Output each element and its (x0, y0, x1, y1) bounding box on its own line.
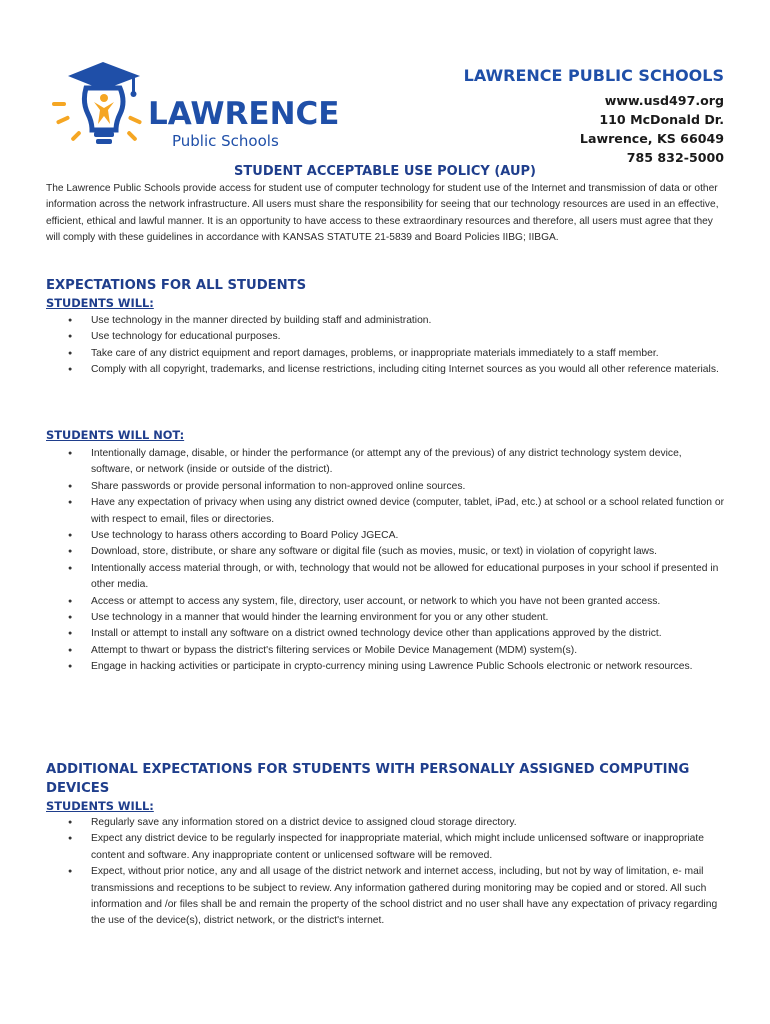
students-will-list (46, 313, 726, 379)
list-item: ● Expect any district device to be regularly inspected for inappropriate material, which might include unlicensed software or inappropriate content and software. Any inappropriate content or unlicensed software will be removed. (46, 831, 726, 864)
students-will-list-2 (46, 815, 726, 930)
section-heading-assigned-devices: ADDITIONAL EXPECTATIONS FOR STUDENTS WITH PERSONALLY ASSIGNED COMPUTING DEVICES (46, 762, 690, 796)
list-item: ● Download, store, distribute, or share any software or digital file (such as movies, music, or text) in violation of copyright laws. (46, 544, 726, 560)
list-item: ● Attempt to thwart or bypass the district's filtering services or Mobile Device Management (MDM) system(s). (46, 643, 726, 659)
list-item: ● Use technology to harass others according to Board Policy JGECA. (46, 528, 726, 544)
students-will-not-heading: STUDENTS WILL NOT: (46, 428, 185, 442)
list-item: ● Access or attempt to access any system, file, directory, user account, or network to which you have not been granted access. (46, 594, 726, 610)
contact-block (464, 66, 724, 167)
students-will-not-list (46, 446, 726, 676)
website-text: www.usd497.org (604, 93, 724, 108)
school-name: LAWRENCE PUBLIC SCHOOLS (463, 66, 724, 85)
list-item: ● Intentionally damage, disable, or hinder the performance (or attempt any of the previous) of any district technology system device, software, or network (inside or outside of the district). (46, 446, 726, 479)
list-item: ● Use technology in a manner that would hinder the learning environment for you or any other student. (46, 610, 726, 626)
city-state-zip: Lawrence, KS 66049 (579, 131, 724, 146)
list-item: ● Engage in hacking activities or participate in crypto-currency mining using Lawrence Public Schools electronic or network resources. (46, 659, 726, 675)
logo-wordmark: LAWRENCE (148, 96, 340, 132)
list-item: ● Use technology in the manner directed by building staff and administration. (46, 313, 726, 329)
list-item: ● Install or attempt to install any software on a district owned technology device other than applications approved by the district. (46, 626, 726, 642)
logo-subtitle: Public Schools (172, 132, 279, 150)
school-logo (48, 58, 340, 150)
lightbulb-graduation-cap-icon (48, 58, 148, 150)
students-will-heading-2: STUDENTS WILL: (46, 799, 154, 813)
section-heading-all-students: EXPECTATIONS FOR ALL STUDENTS (46, 278, 307, 293)
list-item: ● Regularly save any information stored on a district device to assigned cloud storage directory. (46, 815, 726, 831)
list-item: ● Expect, without prior notice, any and all usage of the district network and internet access, including, but not by way of limitation, e- mail transmissions and receptions to be subject to review. Any information gathered during monitoring may be copied and or stored. All such information and /or files shall be and remain the property of the school district and no user shall have any expectation of privacy regarding the use of the device(s), district network, or the district's internet. (46, 864, 726, 930)
list-item: ● Share passwords or provide personal information to non-approved online sources. (46, 479, 726, 495)
students-will-heading: STUDENTS WILL: (46, 296, 154, 310)
list-item: ● Intentionally access material through, or with, technology that would not be allowed for educational purposes in your school if presented in other media. (46, 561, 726, 594)
street-address: 110 McDonald Dr. (599, 112, 724, 127)
list-item: ● Comply with all copyright, trademarks, and license restrictions, including citing Internet sources as you would all other reference materials. (46, 362, 726, 378)
list-item: ● Take care of any district equipment and report damages, problems, or inappropriate materials immediately to a staff member. (46, 346, 726, 362)
policy-title: STUDENT ACCEPTABLE USE POLICY (AUP) (234, 164, 536, 179)
list-item: ● Have any expectation of privacy when using any district owned device (computer, tablet, iPad, etc.) at school or a school related function or with respect to email, files or directories. (46, 495, 726, 528)
intro-paragraph: The Lawrence Public Schools provide access for student use of computer technology for student use of the Internet and transmission of data or other information across the network infrastructure. All users must share the responsibility for seeing that our technology resources are used in an effective, efficient, ethical and lawful manner. It is an opportunity to have access to these extraordinary resources and therefore, all users must agree that they will comply with these guidelines in accordance with KANSAS STATUTE 21-5839 and Board Policies IIBG; IIBGA. (46, 183, 719, 244)
phone-number: 785 832-5000 (626, 150, 724, 165)
list-item: ● Use technology for educational purposes. (46, 329, 726, 345)
